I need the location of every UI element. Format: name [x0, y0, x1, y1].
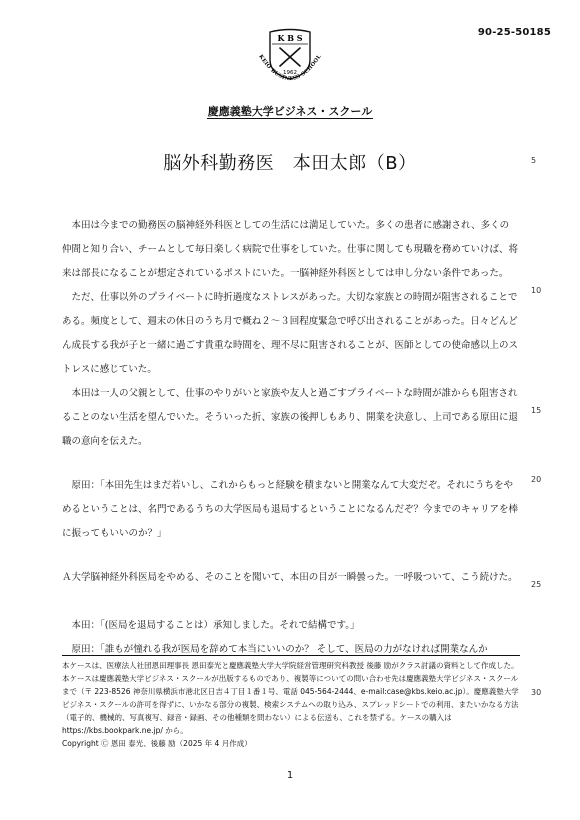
- case-id: 90-25-50185: [477, 27, 551, 38]
- school-name: 慶應義塾大学ビジネス・スクール: [207, 105, 373, 118]
- paragraph-5: Ａ大学脳神経外科医局をやめる、そのことを聞いて、本田の目が一瞬曇った。一呼吸ついて、こう続けた。: [62, 572, 518, 583]
- footer-note-2: 本ケースは慶應義塾大学ビジネス・スクールが出版するものであり、複製等についての問い合わせ先は慶應義塾大学ビジネス・スクールまで（〒 223-8526 神奈川県横浜市港北区日吉４丁目１番１号、電話 045-564-2444、e-mail:case@kbs.keio.ac.jp）。慶應義塾大学ビジネス・スクールの許可を得ずに、いかなる部分の複製、検索システムへの取り込み、スプレッドシートでの利用、またいかなる方法（電子的、機械的、写真複写、録音・録画、その他種類を問わない）による伝送も、これを禁ずる。ケースの購入は https://kbs.bookpark.ne.jp/ から。: [62, 674, 519, 735]
- page-number: 1: [286, 770, 294, 781]
- school-underline: [207, 118, 373, 119]
- footer-note-1: 本ケースは、医療法人社団恩田理事長 恩田泰光と慶應義塾大学大学院経営管理研究科教授 後藤 励がクラス討議の資料として作成した。: [62, 661, 519, 670]
- crossed-pens-icon: [280, 48, 300, 66]
- footer-notes: [62, 659, 520, 750]
- logo-top-text: K B S: [277, 33, 303, 43]
- line-number-5: 5: [531, 156, 537, 165]
- footer-divider: [62, 655, 520, 656]
- paragraph-7: 原田：「誰もが憧れる我が医局を辞めて本当にいいのか？ そして、医局の力がなければ開業なんか: [71, 644, 488, 655]
- case-body: [62, 214, 518, 662]
- paragraph-4: 原田：「本田先生はまだ若いし、これからもっと経験を積まないと開業なんて大変だぞ。それにうちをやめるということは、名門であるうちの大学医局も退局するということになるんだぞ？今までのキャリアを棒に振ってもいいのか？」: [62, 480, 519, 539]
- paragraph-6: 本田：「(医局を退局することは）承知しました。それで結構です。」: [71, 620, 360, 631]
- line-number-20: 20: [531, 475, 542, 484]
- line-number-30: 30: [531, 688, 542, 697]
- paragraph-1: 本田は今までの勤務医の脳神経外科医としての生活には満足していた。多くの患者に感謝され、多くの仲間と知り合い、チームとして毎日楽しく病院で仕事をしていた。仕事に関しても現職を務めていけば、将来は部長になることが想定されているポストにいた。一脳神経外科医としては申し分ない条件であった。: [62, 220, 519, 279]
- line-number-25: 25: [531, 580, 542, 589]
- footer-copyright: Copyright Ⓒ 恩田 泰光、後藤 励（2025 年 4 月作成）: [62, 739, 252, 748]
- case-title: 脳外科勤務医 本田太郎（B）: [163, 153, 417, 174]
- paragraph-2: ただ、仕事以外のプライベートに時折過度なストレスがあった。大切な家族との時間が阻害されることである。頻度として、週末の休日のうち月で概ね２～３回程度緊急で呼び出されることがあった。日々どんどん成長する我が子と一緒に過ごす貴重な時間を、理不尽に阻害されることが、医師としての使命感以上のストレスに感じていた。: [62, 292, 519, 375]
- kbs-logo-icon: [247, 26, 333, 96]
- line-number-10: 10: [531, 286, 542, 295]
- line-number-15: 15: [531, 406, 542, 415]
- logo-ring-text: KEIO BUSINESS SCHOOL: [257, 53, 323, 83]
- paragraph-3: 本田は一人の父親として、仕事のやりがいと家族や友人と過ごすプライベートな時間が誰からも阻害されることのない生活を望んでいた。そういった折、家族の後押しもあり、開業を決意し、上司である原田に退職の意向を伝えた。: [62, 388, 519, 447]
- logo-year: 1962: [283, 70, 297, 76]
